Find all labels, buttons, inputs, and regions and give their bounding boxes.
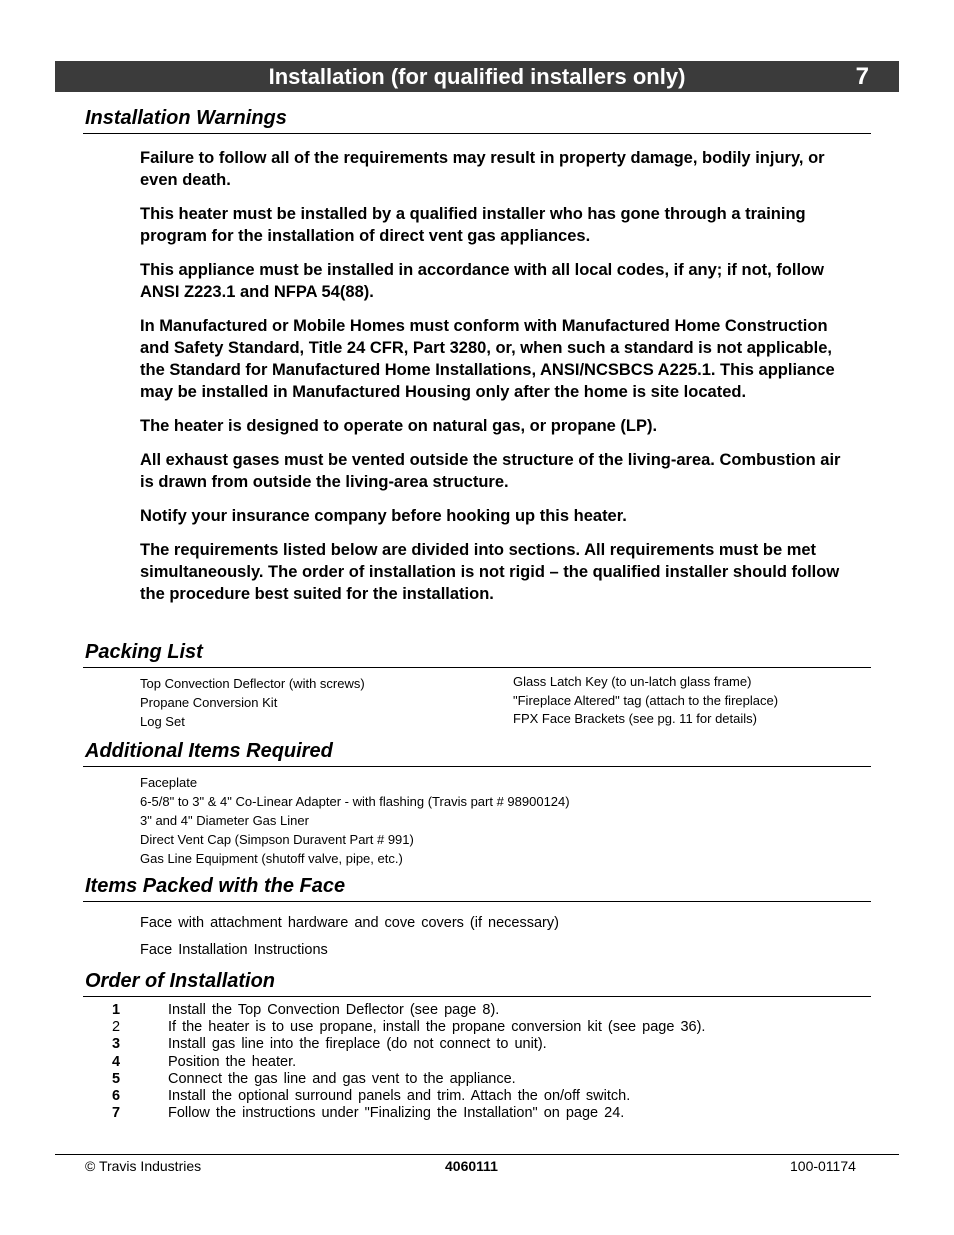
warnings-block	[140, 147, 852, 617]
section-divider	[83, 996, 871, 997]
list-item: Propane Conversion Kit	[140, 695, 278, 710]
step-number: 5	[112, 1070, 121, 1087]
list-item: FPX Face Brackets (see pg. 11 for details)	[513, 711, 757, 726]
section-title-installation-warnings: Installation Warnings	[85, 107, 287, 129]
packing-list-right	[513, 673, 778, 729]
list-item: 6-5/8" to 3" & 4" Co-Linear Adapter - with flashing (Travis part # 98900124)	[140, 794, 570, 809]
warning-paragraph: In Manufactured or Mobile Homes must conform with Manufactured Home Construction and Safety Standard, Title 24 CFR, Part 3280, or, when such a standard is not applicable, the Standard for Manufactured Home Installations, ANSI/NCSBCS A225.1. This appliance may be installed in Manufactured Housing only after the home is site located.	[140, 317, 835, 401]
packing-list-left	[140, 674, 365, 731]
list-item: Gas Line Equipment (shutoff valve, pipe, etc.)	[140, 851, 403, 866]
list-item: Faceplate	[140, 775, 198, 790]
step-number: 6	[112, 1087, 121, 1104]
warning-paragraph: This appliance must be installed in accordance with all local codes, if any; if not, follow ANSI Z223.1 and NFPA 54(88).	[140, 261, 824, 301]
step-number: 4	[112, 1053, 121, 1070]
warning-paragraph: All exhaust gases must be vented outside the structure of the living-area. Combustion air is drawn from outside the living-area structure.	[140, 451, 841, 491]
section-title-face-items: Items Packed with the Face	[85, 875, 346, 897]
page-number: 7	[855, 63, 869, 90]
page-title: Installation (for qualified installers only)	[268, 64, 686, 89]
warning-paragraph: The requirements listed below are divided into sections. All requirements must be met simultaneously. The order of installation is not rigid – the qualified installer should follow the procedure best suited for the installation.	[140, 541, 840, 603]
footer-document-number: 4060111	[445, 1158, 498, 1174]
additional-items-list	[140, 773, 570, 868]
step-text: Install the optional surround panels and trim. Attach the on/off switch.	[168, 1087, 631, 1104]
warning-paragraph: Notify your insurance company before hooking up this heater.	[140, 507, 627, 525]
step-number: 7	[112, 1105, 121, 1122]
step-number: 2	[112, 1019, 121, 1036]
section-title-order-of-installation: Order of Installation	[85, 970, 276, 992]
footer-part-number: 100-01174	[790, 1158, 856, 1174]
warning-paragraph: The heater is designed to operate on natural gas, or propane (LP).	[140, 417, 658, 435]
warning-paragraph: Failure to follow all of the requirements may result in property damage, bodily injury, or even death.	[140, 149, 825, 189]
step-text: Install gas line into the fireplace (do not connect to unit).	[168, 1036, 547, 1053]
step-text: Follow the instructions under "Finalizing the Installation" on page 24.	[168, 1105, 625, 1122]
step-text: If the heater is to use propane, install the propane conversion kit (see page 36).	[168, 1019, 706, 1036]
footer-copyright: © Travis Industries	[85, 1158, 202, 1174]
step-number: 3	[112, 1036, 121, 1053]
section-divider	[83, 901, 871, 902]
list-item: Face Installation Instructions	[140, 942, 328, 958]
step-text: Connect the gas line and gas vent to the appliance.	[168, 1070, 516, 1087]
page-header-bar	[55, 61, 899, 92]
section-divider	[83, 667, 871, 668]
step-text: Install the Top Convection Deflector (see page 8).	[168, 1002, 500, 1018]
step-text: Position the heater.	[168, 1053, 297, 1070]
list-item: Face with attachment hardware and cove covers (if necessary)	[140, 915, 559, 931]
section-divider	[83, 766, 871, 767]
section-title-additional-items: Additional Items Required	[85, 740, 333, 762]
section-title-packing-list: Packing List	[85, 641, 203, 663]
warning-paragraph: This heater must be installed by a qualified installer who has gone through a training program for the installation of direct vent gas appliances.	[140, 205, 806, 245]
footer-divider	[55, 1154, 899, 1155]
list-item: Glass Latch Key (to un-latch glass frame)	[513, 674, 752, 689]
face-items-list	[140, 910, 559, 964]
list-item: "Fireplace Altered" tag (attach to the fireplace)	[513, 692, 779, 708]
list-item: Top Convection Deflector (with screws)	[140, 676, 365, 691]
list-item: 3" and 4" Diameter Gas Liner	[140, 813, 309, 828]
step-number: 1	[112, 1002, 121, 1018]
list-item: Direct Vent Cap (Simpson Duravent Part # 991)	[140, 832, 414, 847]
list-item: Log Set	[140, 714, 185, 729]
section-divider	[83, 133, 871, 134]
